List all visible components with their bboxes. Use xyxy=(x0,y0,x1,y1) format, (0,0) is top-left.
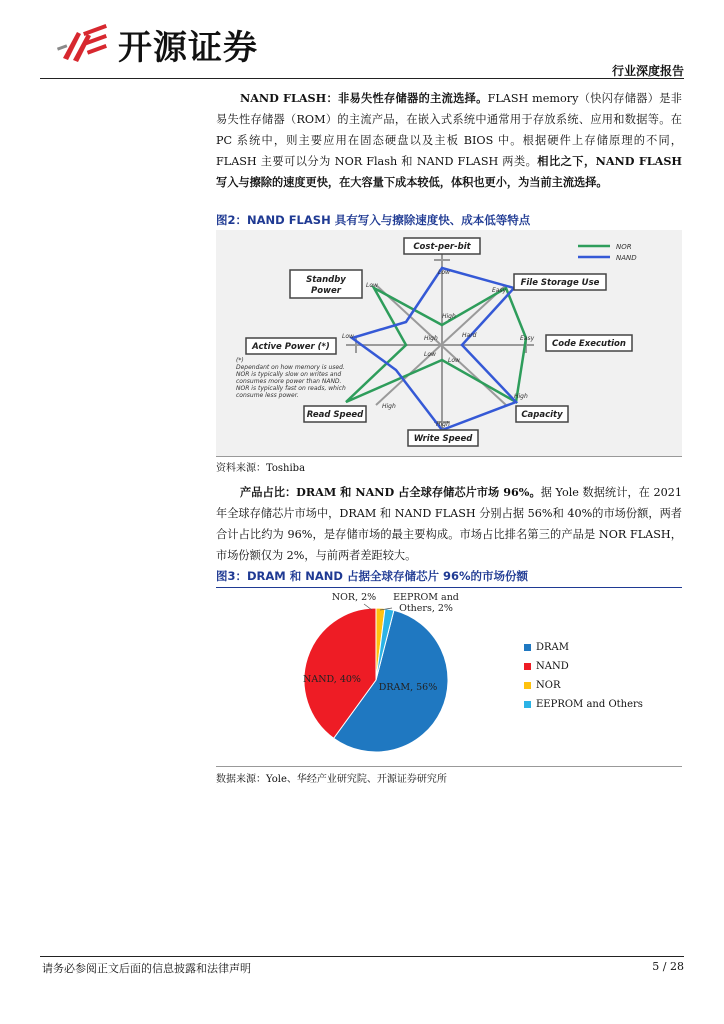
legend-item-dram xyxy=(524,642,569,653)
legend-item-eeprom-and-others xyxy=(524,699,643,710)
axis-file-storage: File Storage Use xyxy=(520,278,600,288)
legend-label: NOR xyxy=(536,680,561,691)
paragraph-market-share xyxy=(216,482,682,566)
figure3-title: 图3：DRAM 和 NAND 占据全球存储芯片 96%的市场份额 xyxy=(216,568,682,588)
axis-active-power: Active Power (*) xyxy=(252,342,330,352)
legend-nor: NOR xyxy=(616,243,632,251)
figure2-title: 图2：NAND FLASH 具有写入与擦除速度快、成本低等特点 xyxy=(216,212,682,232)
figure2-radar xyxy=(216,230,682,457)
para2-body: 据 Yole 数据统计，在 2021 年全球存储芯片市场中，DRAM 和 NAND FLASH 分别占据 56%和 40%的市场份额，两者合计占比约为 96%，是存储市场的最主要构成。市场占比排名第三的产品是 NOR FLASH，市场份额仅为 2%，与前两者差距较大。 xyxy=(216,486,682,562)
axis-capacity: Capacity xyxy=(521,410,563,420)
note-line-1: Dependant on how memory is used. xyxy=(236,364,345,371)
radar-note xyxy=(236,357,346,399)
note-line-2: NOR is typically slow on writes and xyxy=(236,371,342,378)
pie-chart-svg xyxy=(216,586,682,766)
radar-chart-svg xyxy=(216,230,682,456)
legend-label: DRAM xyxy=(536,642,570,653)
scale-high-write: High xyxy=(436,421,450,428)
axis-code-execution: Code Execution xyxy=(552,339,626,349)
report-type: 行业深度报告 xyxy=(611,64,684,78)
pie-label-nand: NAND, 40% xyxy=(303,674,361,685)
scale-low-active: Low xyxy=(342,333,354,340)
note-line-0: (*) xyxy=(236,357,244,364)
para1-lead: NAND FLASH：非易失性存储器的主流选择。 xyxy=(240,91,488,105)
page-number: 5 / 28 xyxy=(652,960,684,973)
scale-high-read: High xyxy=(382,403,396,410)
paragraph-nand-flash xyxy=(216,88,682,193)
scale-low-center2: Low xyxy=(448,357,460,364)
para1-emph: 相比之下，NAND FLASH 写入与擦除的速度更快，在大容量下成本较低，体积也更小，为当前主流选择。 xyxy=(216,154,682,189)
note-line-5: consume less power. xyxy=(236,392,299,399)
scale-hard: Hard xyxy=(462,332,477,339)
scale-low-center: Low xyxy=(424,351,436,358)
company-name: 开源证券 xyxy=(118,28,258,68)
legend-label: EEPROM and Others xyxy=(536,699,643,710)
axis-standby-power-2: Power xyxy=(311,286,341,296)
company-logo-icon xyxy=(55,18,115,68)
scale-low-top: Low xyxy=(438,269,450,276)
para2-lead: 产品占比：DRAM 和 NAND 占全球存储芯片市场 96%。 xyxy=(240,485,541,499)
pie-label-eeprom-0: EEPROM and xyxy=(393,592,459,603)
scale-easy-file: Easy xyxy=(492,287,507,294)
radar-grid xyxy=(346,250,534,430)
legend-nand: NAND xyxy=(616,254,637,262)
pie-label-dram: DRAM, 56% xyxy=(378,682,438,693)
legend-item-nand xyxy=(524,661,569,672)
para1-body: FLASH memory（快闪存储器）是非易失性存储器（ROM）的主流产品，在嵌入式系统中通常用于存放系统、应用和数据等。在 PC 系统中，则主要应用在固态硬盘以及主板 BIOS 中。根据硬件上存储原理的不同，FLASH 主要可以分为 NOR Flash 和 NAND FLASH 两类。 xyxy=(216,92,682,168)
axis-standby-power: Standby xyxy=(306,275,346,285)
note-line-4: NOR is typically fast on reads, which xyxy=(236,385,346,392)
radar-legend xyxy=(578,243,637,262)
scale-high-center: High xyxy=(424,335,438,342)
footer-disclaimer: 请务必参阅正文后面的信息披露和法律声明 xyxy=(42,962,251,975)
scale-high-mid: High xyxy=(442,313,456,320)
scale-easy-code: Easy xyxy=(520,335,535,342)
axis-write-speed: Write Speed xyxy=(413,434,473,444)
legend-swatch xyxy=(524,701,531,708)
pie-label-eeprom-1: Others, 2% xyxy=(399,603,453,614)
legend-swatch xyxy=(524,663,531,670)
header-divider xyxy=(40,78,684,79)
note-line-3: consumes more power than NAND. xyxy=(236,378,342,385)
scale-low-standby: Low xyxy=(366,282,378,289)
scale-high-cap: High xyxy=(514,393,528,400)
legend-item-nor xyxy=(524,680,560,691)
pie-label-nor: NOR, 2% xyxy=(331,592,377,603)
legend-swatch xyxy=(524,644,531,651)
legend-label: NAND xyxy=(536,661,569,672)
axis-read-speed: Read Speed xyxy=(306,410,364,420)
figure3-pie xyxy=(216,586,682,767)
figure2-source: 资料来源：Toshiba xyxy=(216,463,306,474)
footer-divider xyxy=(40,956,684,957)
axis-cost-per-bit: Cost-per-bit xyxy=(413,242,471,252)
legend-swatch xyxy=(524,682,531,689)
figure3-source: 数据来源：Yole、华经产业研究院、开源证券研究所 xyxy=(216,774,447,785)
